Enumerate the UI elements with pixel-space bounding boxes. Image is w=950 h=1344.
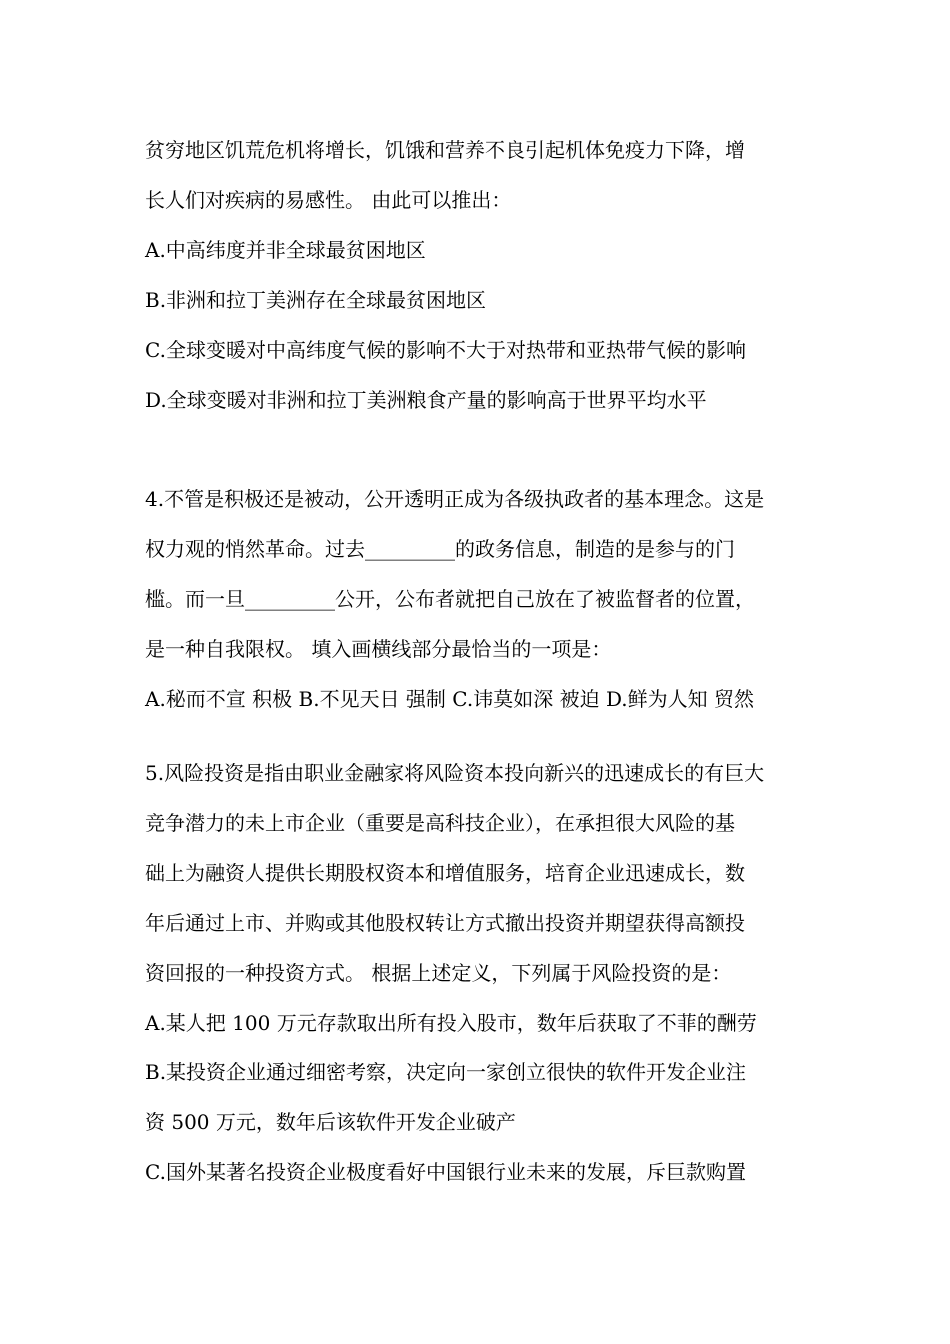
q5-option-b-line-2: 资 500 万元，数年后该软件开发企业破产 bbox=[145, 1110, 516, 1134]
q5-option-a: A.某人把 100 万元存款取出所有投入股市，数年后获取了不菲的酬劳 bbox=[145, 1011, 757, 1035]
q3-option-a: A.中高纬度并非全球最贫困地区 bbox=[145, 238, 426, 262]
q3-option-d: D.全球变暖对非洲和拉丁美洲粮食产量的影响高于世界平均水平 bbox=[145, 388, 707, 412]
q3-option-c: C.全球变暖对中高纬度气候的影响不大于对热带和亚热带气候的影响 bbox=[145, 338, 746, 362]
q5-option-b-line-1: B.某投资企业通过细密考察，决定向一家创立很快的软件开发企业注 bbox=[145, 1060, 747, 1084]
q5-text-line-1: 5.风险投资是指由职业金融家将风险资本投向新兴的迅速成长的有巨大 bbox=[145, 761, 765, 785]
q5-option-c-line-1: C.国外某著名投资企业极度看好中国银行业未来的发展，斥巨款购置 bbox=[145, 1160, 746, 1184]
q4-text-line-3: 槛。而一旦_________公开，公布者就把自己放在了被监督者的位置， bbox=[145, 587, 755, 611]
q5-text-line-3: 础上为融资人提供长期股权资本和增值服务，培育企业迅速成长，数 bbox=[145, 861, 745, 885]
q4-text-line-4: 是一种自我限权。 填入画横线部分最恰当的一项是： bbox=[145, 637, 612, 661]
q4-options: A.秘而不宣 积极 B.不见天日 强制 C.讳莫如深 被迫 D.鲜为人知 贸然 bbox=[145, 687, 754, 711]
q3-text-line-2: 长人们对疾病的易感性。 由此可以推出： bbox=[145, 188, 512, 212]
q4-text-line-1: 4.不管是积极还是被动，公开透明正成为各级执政者的基本理念。这是 bbox=[145, 487, 765, 511]
q3-text-line-1: 贫穷地区饥荒危机将增长，饥饿和营养不良引起机体免疫力下降，增 bbox=[145, 138, 745, 162]
q5-text-line-4: 年后通过上市、并购或其他股权转让方式撤出投资并期望获得高额投 bbox=[145, 911, 745, 935]
q4-text-line-2: 权力观的悄然革命。过去_________的政务信息，制造的是参与的门 bbox=[145, 537, 735, 561]
q3-option-b: B.非洲和拉丁美洲存在全球最贫困地区 bbox=[145, 288, 487, 312]
q5-text-line-2: 竞争潜力的未上市企业（重要是高科技企业），在承担很大风险的基 bbox=[145, 811, 735, 835]
q5-text-line-5: 资回报的一种投资方式。 根据上述定义，下列属于风险投资的是： bbox=[145, 961, 732, 985]
